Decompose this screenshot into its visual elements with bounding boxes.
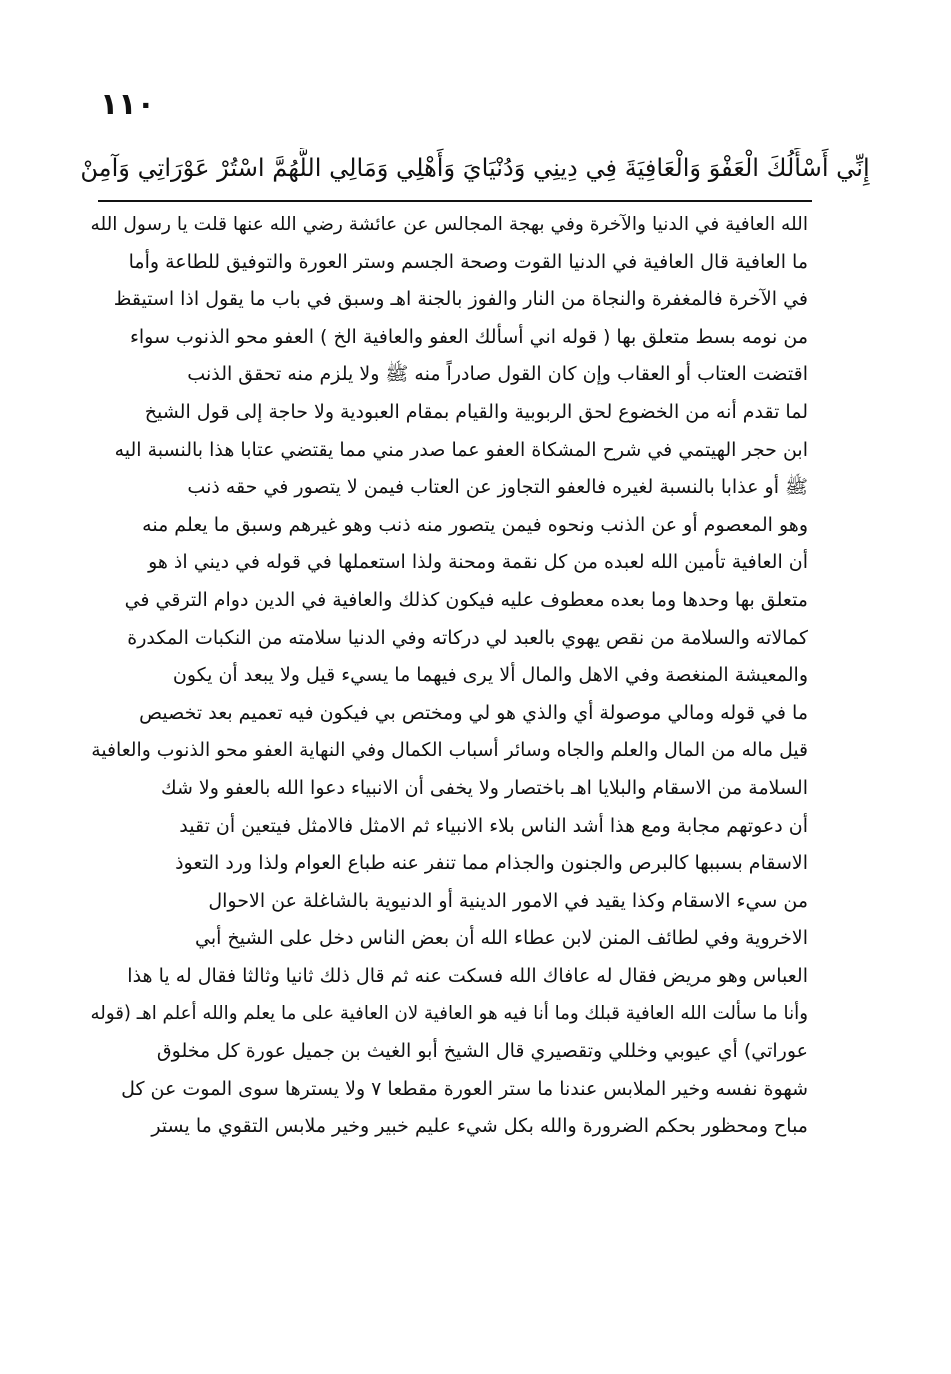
text-line: العباس وهو مريض فقال له عافاك الله فسكت عنه ثم قال ذلك ثانيا وثالثا فقال له يا هذا — [127, 964, 808, 987]
text-line: وأنا ما سألت الله العافية قبلك وما أنا فيه هو العافية لان العافية على ما يعلم والله أعلم اهـ (قوله — [90, 1003, 808, 1025]
text-line: أن العافية تأمين الله لعبده من كل نقمة ومحنة ولذا استعملها في قوله في ديني اذ هو — [148, 551, 808, 574]
text-line: ابن حجر الهيتمي في شرح المشكاة العفو عما صدر مني مما يقتضي عتابا هذا بالنسبة اليه — [114, 438, 808, 461]
matn-heading-line: إِنِّي أَسْأَلُكَ الْعَفْوَ وَالْعَافِيَةَ فِي دِينِي وَدُنْيَايَ وَأَهْلِي وَمَالِي اللَّهُمَّ اسْتُرْ عَوْرَاتِي وَآمِنْ — [80, 154, 870, 182]
text-line: لما تقدم أنه من الخضوع لحق الربوبية والقيام بمقام العبودية ولا حاجة إلى قول الشيخ — [144, 400, 808, 423]
text-line: والمعيشة المنغصة وفي الاهل والمال ألا يرى فيهما ما يسيء قيل ولا يبعد أن يكون — [172, 664, 808, 687]
text-line: ما العافية قال العافية في الدنيا القوت وصحة الجسم وستر العورة والتوفيق للطاعة وأما — [128, 250, 808, 273]
text-line: في الآخرة فالمغفرة والنجاة من النار والفوز بالجنة اهـ وسبق في باب ما يقول اذا استيقظ — [113, 288, 808, 311]
text-line: الاخروية وفي لطائف المنن لابن عطاء الله أن بعض الناس دخل على الشيخ أبي — [195, 927, 808, 950]
text-line: السلامة من الاسقام والبلايا اهـ باختصار ولا يخفى أن الانبياء دعوا الله بالعفو ولا شك — [160, 776, 808, 799]
text-line: اقتضت العتاب أو العقاب وإن كان القول صادراً منه ﷺ ولا يلزم منه تحقق الذنب — [187, 363, 808, 386]
text-line: من سيء الاسقام وكذا يقيد في الامور الدينية أو الدنيوية بالشاغلة عن الاحوال — [208, 889, 808, 912]
separator-rule — [98, 200, 812, 202]
text-line: قيل ماله من المال والعلم والجاه وسائر أسباب الكمال وفي النهاية العفو محو الذنوب والعافية — [91, 740, 808, 762]
text-line: ﷺ أو عذابا بالنسبة لغيره فالعفو التجاوز عن العتاب فيمن لا يتصور في حقه ذنب — [187, 476, 808, 499]
text-line: الاسقام بسببها كالبرص والجنون والجذام مما تنفر عنه طباع العوام ولذا ورد التعوذ — [175, 852, 808, 875]
text-line: عوراتي) أي عيوبي وخللي وتقصيري قال الشيخ أبو الغيث بن جميل عورة كل مخلوق — [156, 1040, 808, 1063]
text-line: من نومه بسط متعلق بها ( قوله اني أسألك العفو والعافية الخ ) العفو محو الذنوب سواء — [129, 325, 808, 348]
text-line: ما في قوله ومالي موصولة أي والذي هو لي ومختص بي فيكون فيه تعميم بعد تخصيص — [139, 701, 808, 724]
text-line: الله العافية في الدنيا والآخرة وفي بهجة المجالس عن عائشة رضي الله عنها قلت يا رسول الله — [90, 214, 808, 235]
text-line: متعلق بها وحدها وما بعده معطوف عليه فيكون كذلك والعافية في الدين دوام الترقي في — [124, 588, 808, 611]
text-line: شهوة نفسه وخير الملابس عندنا ما ستر العورة مقطعا ٧ ولا يسترها سوى الموت عن كل — [121, 1077, 808, 1100]
text-line: أن دعوتهم مجابة ومع هذا أشد الناس بلاء الانبياء ثم الامثل فالامثل فيتعين أن تقيد — [179, 814, 808, 837]
text-line: وهو المعصوم أو عن الذنب ونحوه فيمن يتصور منه ذنب وهو غيرهم وسبق ما يعلم منه — [142, 513, 808, 536]
commentary-text — [88, 206, 808, 1146]
text-line: مباح ومحظور بحكم الضرورة والله بكل شيء عليم خبير وخير ملابس التقوي ما يستر — [151, 1115, 808, 1138]
text-line: كمالاته والسلامة من نقص يهوي بالعبد لي دركاته وفي الدنيا سلامته من النكبات المكدرة — [127, 626, 808, 649]
page-number: ١١٠ — [100, 87, 155, 122]
